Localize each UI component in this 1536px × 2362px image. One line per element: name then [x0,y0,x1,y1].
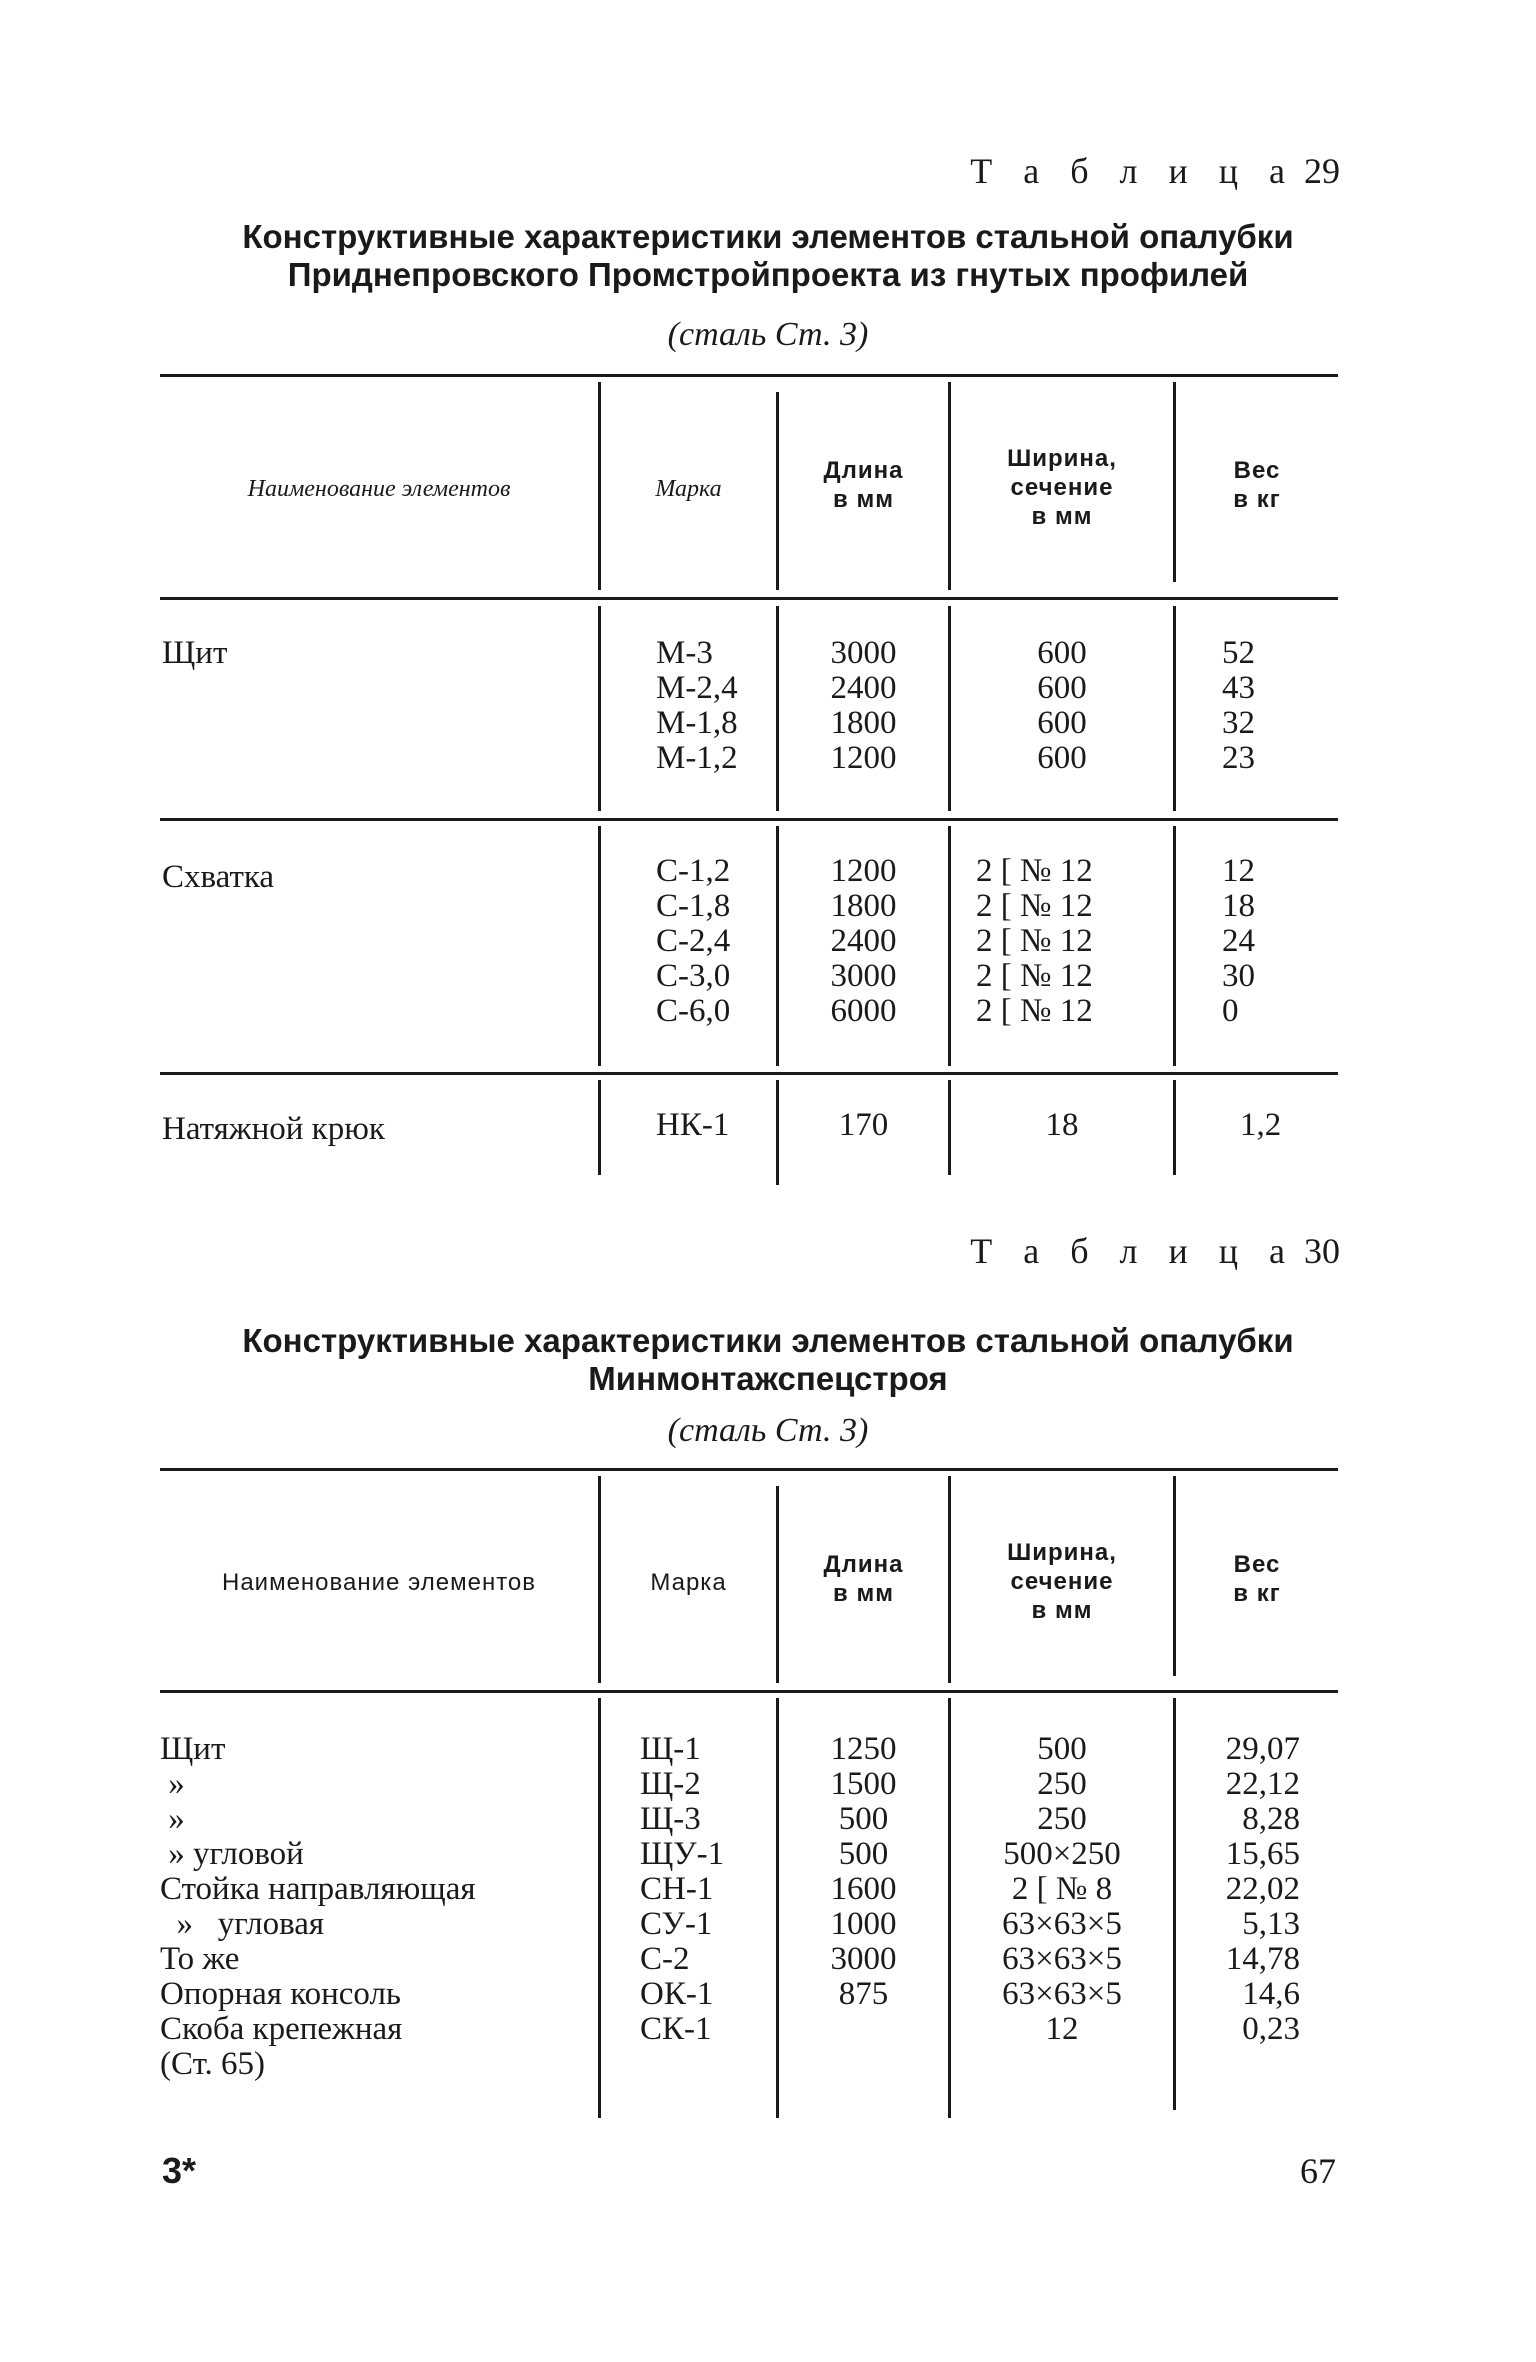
header-width: Ширина, сечение в мм [1007,1539,1117,1624]
page-number: 67 [1300,2151,1336,2191]
table-rule [160,597,1338,600]
header-width: Ширина, сечение в мм [1007,445,1117,530]
row-marks: Щ-1 Щ-2 Щ-3 ЩУ-1 СН-1 СУ-1 С-2 ОК-1 СК-1 [640,1731,725,2047]
table-30-title [150,1322,1386,1398]
row-name: Щит [162,635,228,671]
row-marks: С-1,2 С-1,8 С-2,4 С-3,0 С-6,0 [656,853,731,1029]
table-29-label [970,150,1340,192]
row-widths: 500 250 250 500×250 2 [ № 8 63×63×5 63×63×5 63×63×5 12 [1002,1731,1122,2047]
column-rule [1173,1080,1176,1175]
row-weights: 1,2 [1240,1107,1282,1143]
title-line: Приднепровского Промстройпроекта из гнутых профилей [287,256,1249,293]
table-label-text: Т а б л и ц а [970,1231,1296,1271]
header-weight: Вес в кг [1233,457,1281,513]
table-rule [160,374,1338,377]
table-29-steel: (сталь Ст. 3) [667,316,869,353]
table-number: 30 [1304,1231,1340,1271]
table-label-text: Т а б л и ц а [970,151,1296,191]
row-weights: 12 18 24 30 0 [1222,853,1255,1029]
title-line: Конструктивные характеристики элементов стальной опалубки [242,218,1294,255]
table-rule [160,1072,1338,1075]
table-30-label [970,1230,1340,1272]
row-name: Натяжной крюк [162,1111,385,1147]
column-rule [1173,826,1176,1066]
table-number: 29 [1304,151,1340,191]
row-lengths: 170 [838,1107,889,1143]
column-rule [598,1698,601,2118]
row-lengths: 1200 1800 2400 3000 6000 [830,853,897,1029]
title-line: Минмонтажспецстроя [588,1360,948,1397]
signature-mark: 3* [162,2150,197,2191]
row-lengths: 1250 1500 500 500 1600 1000 3000 875 [830,1731,897,2012]
header-mark: Марка [655,476,722,502]
row-weights: 52 43 32 23 [1222,635,1255,776]
row-lengths: 3000 2400 1800 1200 [830,635,897,776]
header-length: Длина в мм [823,457,904,513]
header-name: Наименование элементов [247,476,511,502]
table-30-steel: (сталь Ст. 3) [667,1412,869,1449]
row-widths: 600 600 600 600 [1037,635,1087,776]
column-rule [948,826,951,1066]
column-rule [598,1080,601,1175]
header-name: Наименование элементов [221,1569,537,1596]
row-marks: НК-1 [656,1107,730,1143]
table-rule [160,1468,1338,1471]
column-rule [1173,606,1176,811]
title-line: Конструктивные характеристики элементов стальной опалубки [242,1322,1294,1359]
header-length: Длина в мм [823,1551,904,1607]
table-rule [160,818,1338,821]
row-widths: 2 [ № 12 2 [ № 12 2 [ № 12 2 [ № 12 2 [ № 12 [976,853,1093,1029]
column-rule [598,606,601,811]
header-mark: Марка [650,1569,727,1596]
table-29-title [150,218,1386,294]
row-weights: 29,07 22,12 8,28 15,65 22,02 5,13 14,78 14,6 0,23 [1225,1731,1300,2047]
row-widths: 18 [1045,1107,1079,1143]
column-rule [598,826,601,1066]
row-names: Щит » » » угловой Стойка направляющая » угловая То же Опорная консоль Скоба крепежная (Ст. 65) [160,1731,476,2082]
column-rule [1173,1698,1176,2110]
row-name: Схватка [162,859,275,895]
row-marks: М-3 М-2,4 М-1,8 М-1,2 [656,635,738,776]
table-rule [160,1690,1338,1693]
header-weight: Вес в кг [1233,1551,1281,1607]
